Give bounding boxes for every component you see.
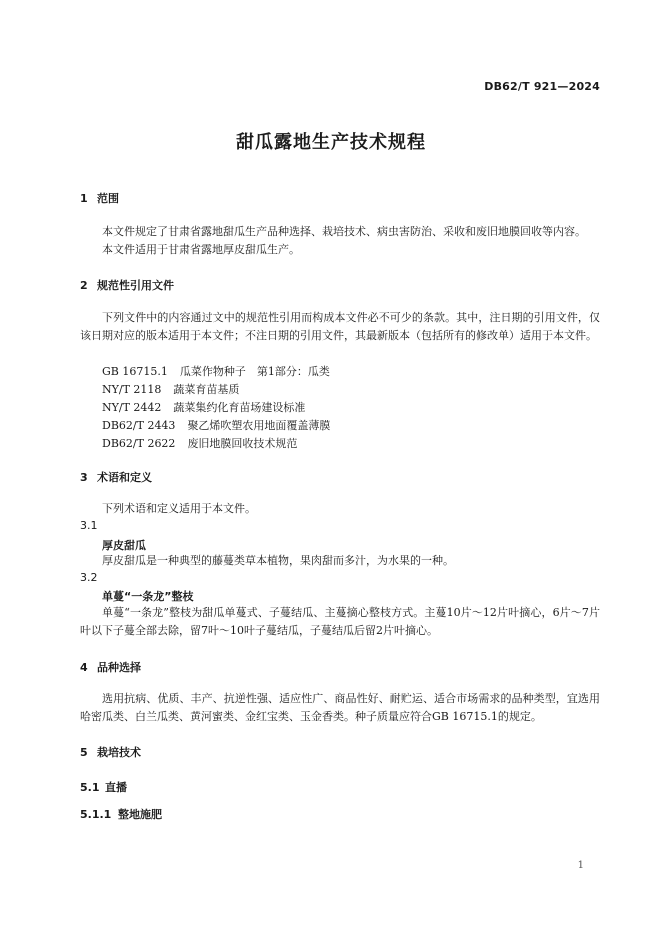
section-number: 3: [80, 471, 88, 484]
section-number: 2: [80, 279, 88, 292]
section-2-intro: 下列文件中的内容通过文中的规范性引用而构成本文件必不可少的条款。其中，注日期的引用文件，仅该日期对应的版本适用于本文件；不注日期的引用文件，其最新版本（包括所有的修改单）适用于本文件。: [80, 311, 600, 342]
section-number: 5: [80, 746, 88, 759]
reference-title: 聚乙烯吹塑农用地面覆盖薄膜: [187, 419, 331, 432]
section-3-intro: 下列术语和定义适用于本文件。: [102, 502, 256, 515]
reference-title: 瓜菜作物种子 第1部分：瓜类: [179, 365, 330, 378]
reference-title: 废旧地膜回收技术规范: [187, 437, 298, 450]
subsection-title: 整地施肥: [118, 808, 162, 821]
subsection-title: 直播: [105, 781, 127, 794]
section-1-paragraph-1: 本文件规定了甘肃省露地甜瓜生产品种选择、栽培技术、病虫害防治、采收和废旧地膜回收等内容。: [102, 225, 586, 238]
section-title: 范围: [97, 192, 119, 205]
term-definition: 单蔓“一条龙”整枝为甜瓜单蔓式、子蔓结瓜、主蔓摘心整枝方式。主蔓10片～12片叶摘心，6片～7片叶以下子蔓全部去除，留7叶～10叶子蔓结瓜，子蔓结瓜后留2片叶摘心。: [80, 606, 600, 637]
reference-code: DB62/T 2622: [102, 437, 176, 450]
section-title: 品种选择: [97, 661, 141, 674]
reference-item: [102, 399, 305, 415]
section-number: 4: [80, 661, 88, 674]
document-title: 甜瓜露地生产技术规程: [236, 132, 426, 153]
reference-title: 蔬菜育苗基质: [173, 383, 240, 396]
page-number: 1: [577, 860, 584, 871]
reference-item: [102, 381, 239, 397]
section-1-paragraph-2: 本文件适用于甘肃省露地厚皮甜瓜生产。: [102, 243, 300, 256]
term-name: 厚皮甜瓜: [102, 539, 146, 552]
reference-item: [102, 363, 330, 379]
section-4-heading: [80, 659, 141, 675]
section-2-heading: [80, 277, 174, 293]
reference-code: GB 16715.1: [102, 365, 168, 378]
reference-code: NY/T 2118: [102, 383, 162, 396]
term-number: 3.2: [80, 571, 98, 584]
subsection-5-1-1-heading: [80, 806, 162, 822]
reference-title: 蔬菜集约化育苗场建设标准: [173, 401, 306, 414]
reference-item: [102, 417, 330, 433]
term-definition: 厚皮甜瓜是一种典型的藤蔓类草本植物，果肉甜而多汁，为水果的一种。: [102, 554, 454, 567]
section-title: 栽培技术: [97, 746, 141, 759]
reference-code: NY/T 2442: [102, 401, 162, 414]
section-4-paragraph: 选用抗病、优质、丰产、抗逆性强、适应性广、商品性好、耐贮运、适合市场需求的品种类型，宜选用哈密瓜类、白兰瓜类、黄河蜜类、金红宝类、玉金香类。种子质量应符合GB 16715.1的规定。: [80, 692, 600, 723]
subsection-number: 5.1.1: [80, 808, 112, 821]
section-title: 规范性引用文件: [97, 279, 174, 292]
section-5-heading: [80, 744, 141, 760]
standard-number: DB62/T 921—2024: [484, 80, 600, 93]
term-number: 3.1: [80, 519, 98, 532]
section-number: 1: [80, 192, 88, 205]
reference-item: [102, 435, 297, 451]
section-title: 术语和定义: [97, 471, 152, 484]
subsection-number: 5.1: [80, 781, 100, 794]
term-name: 单蔓“一条龙”整枝: [102, 590, 194, 603]
section-1-heading: [80, 190, 119, 206]
subsection-5-1-heading: [80, 779, 127, 795]
reference-code: DB62/T 2443: [102, 419, 176, 432]
section-3-heading: [80, 469, 152, 485]
